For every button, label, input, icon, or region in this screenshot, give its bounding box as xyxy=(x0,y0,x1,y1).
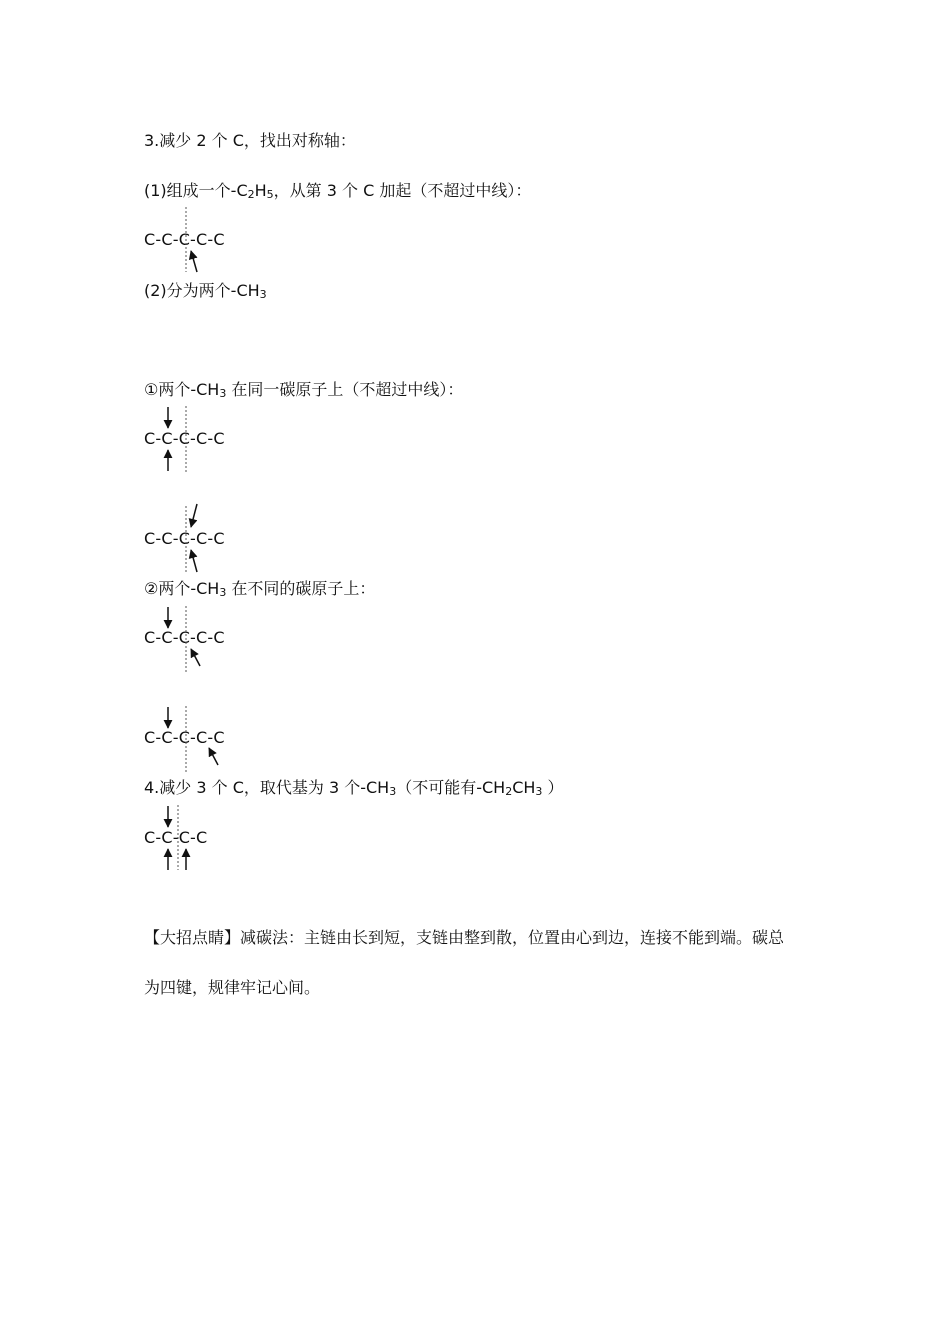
tip-bracket: 【大招点睛】 xyxy=(144,928,241,947)
arrow-3b xyxy=(191,550,197,572)
case-2-text: ②两个$-CH_3$ 在不同的碳原子上： xyxy=(144,579,376,599)
arrow-3a xyxy=(191,504,197,527)
section-4-heading: 4.减少 3 个 C，取代基为 3 个$-CH_3$（不可能有$-CH_2CH_3$ ） xyxy=(144,778,564,798)
arrow-5b xyxy=(209,748,218,765)
step-1-text: (1)组成一个$-C_2H_5$，从第 3 个 C 加起（不超过中线）： xyxy=(144,181,532,201)
carbon-chain-5: C-C-C-C-C xyxy=(144,728,225,747)
section-3-heading: 3.减少 2 个 C，找出对称轴： xyxy=(144,131,356,150)
step-2-text: (2)分为两个$-CH_3$ xyxy=(144,281,267,301)
arrow-1 xyxy=(191,251,197,272)
arrow-4b xyxy=(191,649,200,666)
case-1-text: ①两个$-CH_3$ 在同一碳原子上（不超过中线）： xyxy=(144,380,464,400)
tip-line-2: 为四键，规律牢记心间。 xyxy=(144,978,321,997)
carbon-chain-4: C-C-C-C-C xyxy=(144,628,225,647)
tip-line-1: 【大招点睛】减碳法：主链由长到短，支链由整到散，位置由心到边，连接不能到端。碳总 xyxy=(144,928,785,947)
carbon-chain-6: C-C-C-C xyxy=(144,828,208,847)
carbon-chain-3: C-C-C-C-C xyxy=(144,529,225,548)
carbon-chain-2: C-C-C-C-C xyxy=(144,429,225,448)
carbon-chain-1: C-C-C-C-C xyxy=(144,230,225,249)
